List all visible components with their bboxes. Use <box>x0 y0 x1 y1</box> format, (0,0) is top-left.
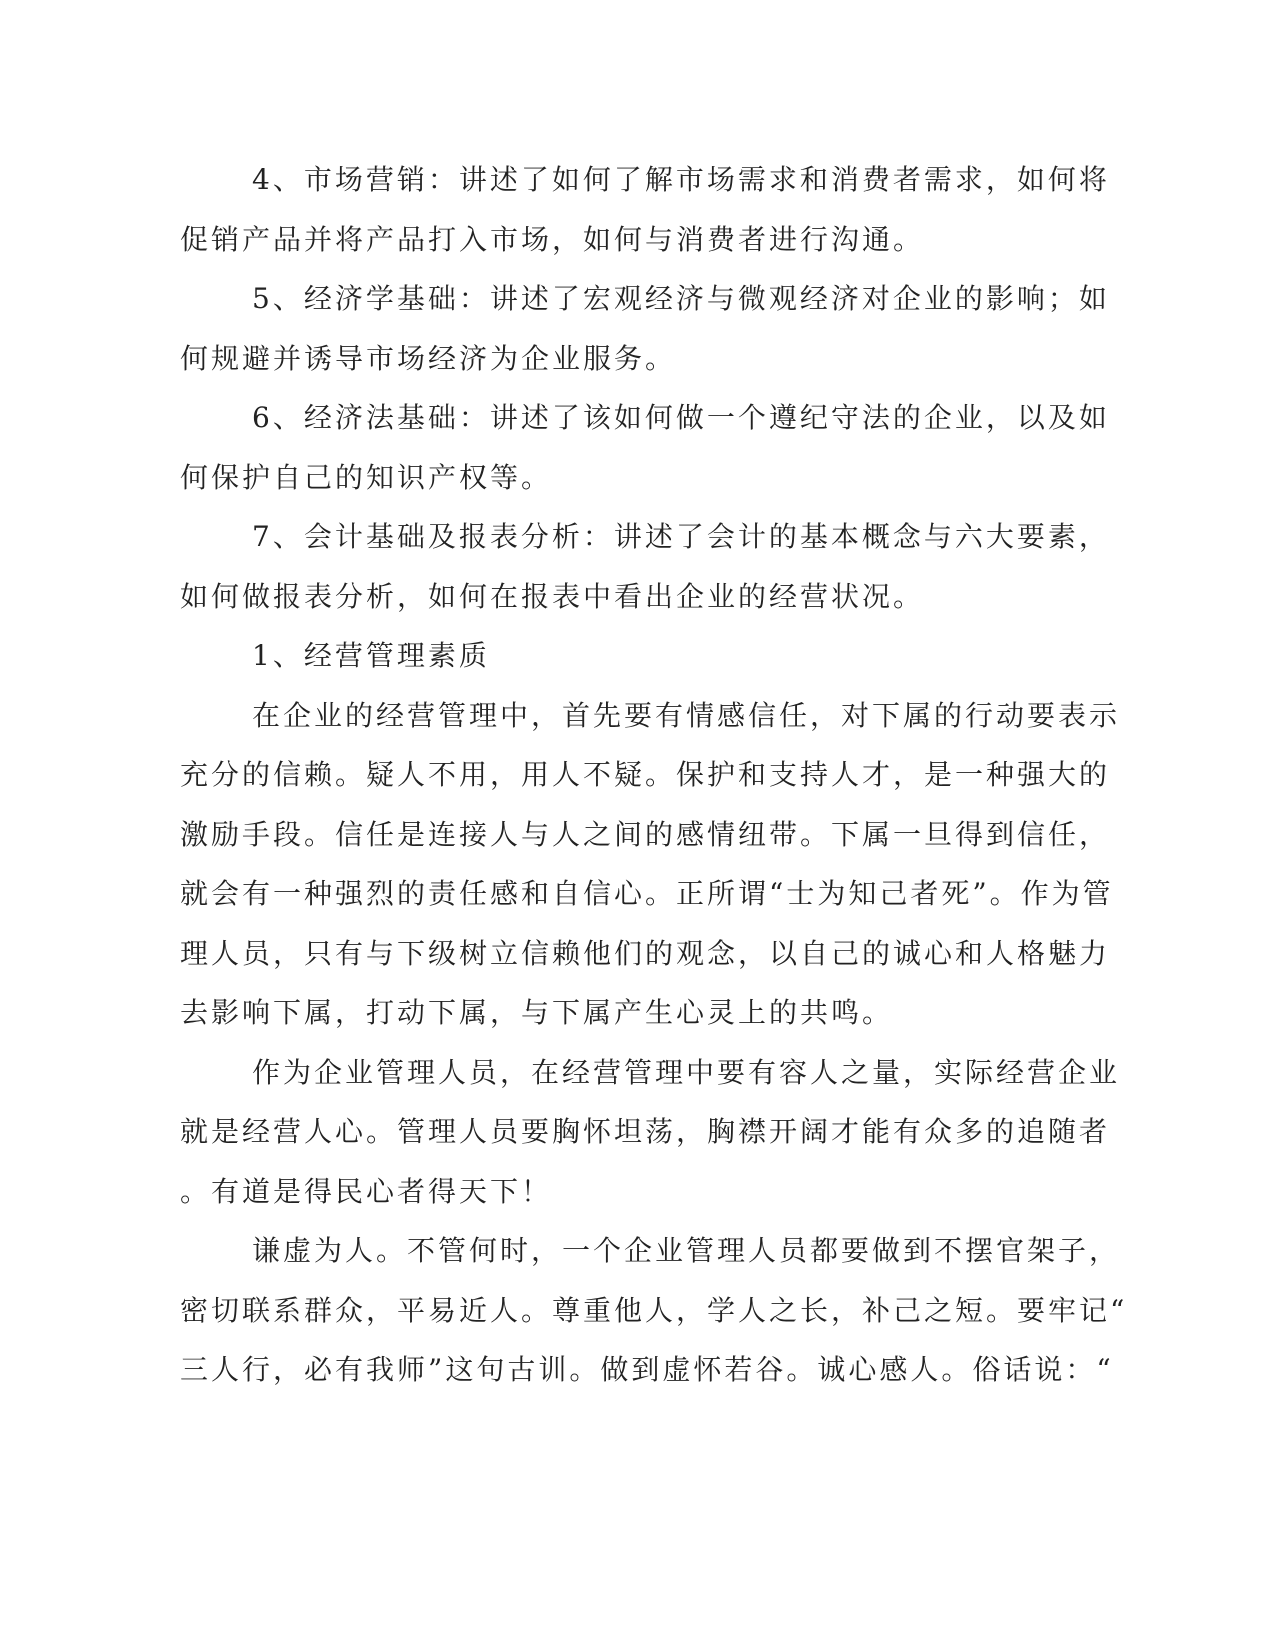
paragraph-economic-law <box>180 388 1110 507</box>
text-line: 就是经营人心。管理人员要胸怀坦荡，胸襟开阔才能有众多的追随者 <box>180 1115 1111 1148</box>
text-line: 何保护自己的知识产权等。 <box>180 460 553 494</box>
text-line: 密切联系群众，平易近人。尊重他人，学人之长，补己之短。要牢记“ <box>180 1293 1128 1327</box>
paragraph-marketing <box>180 150 1110 269</box>
text-line: 5、经济学基础：讲述了宏观经济与微观经济对企业的影响；如 <box>252 282 1110 315</box>
text-line: 在企业的经营管理中，首先要有情感信任，对下属的行动要表示 <box>252 698 1121 732</box>
text-line: 何规避并诱导市场经济为企业服务。 <box>180 341 677 375</box>
text-line: 充分的信赖。疑人不用，用人不疑。保护和支持人才，是一种强大的 <box>180 758 1111 791</box>
paragraph-accounting <box>180 507 1110 626</box>
text-line: 激励手段。信任是连接人与人之间的感情纽带。下属一旦得到信任， <box>180 817 1111 851</box>
paragraph-trust <box>180 686 1121 1043</box>
paragraph-tolerance <box>180 1043 1121 1222</box>
document-body <box>180 150 1128 1400</box>
paragraph-humility <box>180 1221 1128 1400</box>
text-line: 谦虚为人。不管何时，一个企业管理人员都要做到不摆官架子， <box>252 1234 1121 1267</box>
section-heading <box>180 626 1040 686</box>
paragraph-economics <box>180 269 1110 388</box>
text-line: 促销产品并将产品打入市场，如何与消费者进行沟通。 <box>180 222 925 256</box>
text-line: 6、经济法基础：讲述了该如何做一个遵纪守法的企业，以及如 <box>252 401 1110 434</box>
text-line: 理人员，只有与下级树立信赖他们的观念，以自己的诚心和人格魅力 <box>180 936 1111 970</box>
text-line: 三人行，必有我师”这句古训。做到虚怀若谷。诚心感人。俗话说：“ <box>180 1353 1114 1386</box>
heading-line: 1、经营管理素质 <box>252 639 490 672</box>
text-line: 去影响下属，打动下属，与下属产生心灵上的共鸣。 <box>180 996 894 1029</box>
text-line: 4、市场营销：讲述了如何了解市场需求和消费者需求，如何将 <box>252 163 1110 196</box>
text-line: 如何做报表分析，如何在报表中看出企业的经营状况。 <box>180 579 925 613</box>
text-line: 作为企业管理人员，在经营管理中要有容人之量，实际经营企业 <box>252 1055 1121 1089</box>
text-line: 7、会计基础及报表分析：讲述了会计的基本概念与六大要素， <box>252 520 1110 553</box>
text-line: 就会有一种强烈的责任感和自信心。正所谓“士为知己者死”。作为管 <box>180 877 1114 910</box>
text-line: 。有道是得民心者得天下！ <box>180 1174 553 1208</box>
